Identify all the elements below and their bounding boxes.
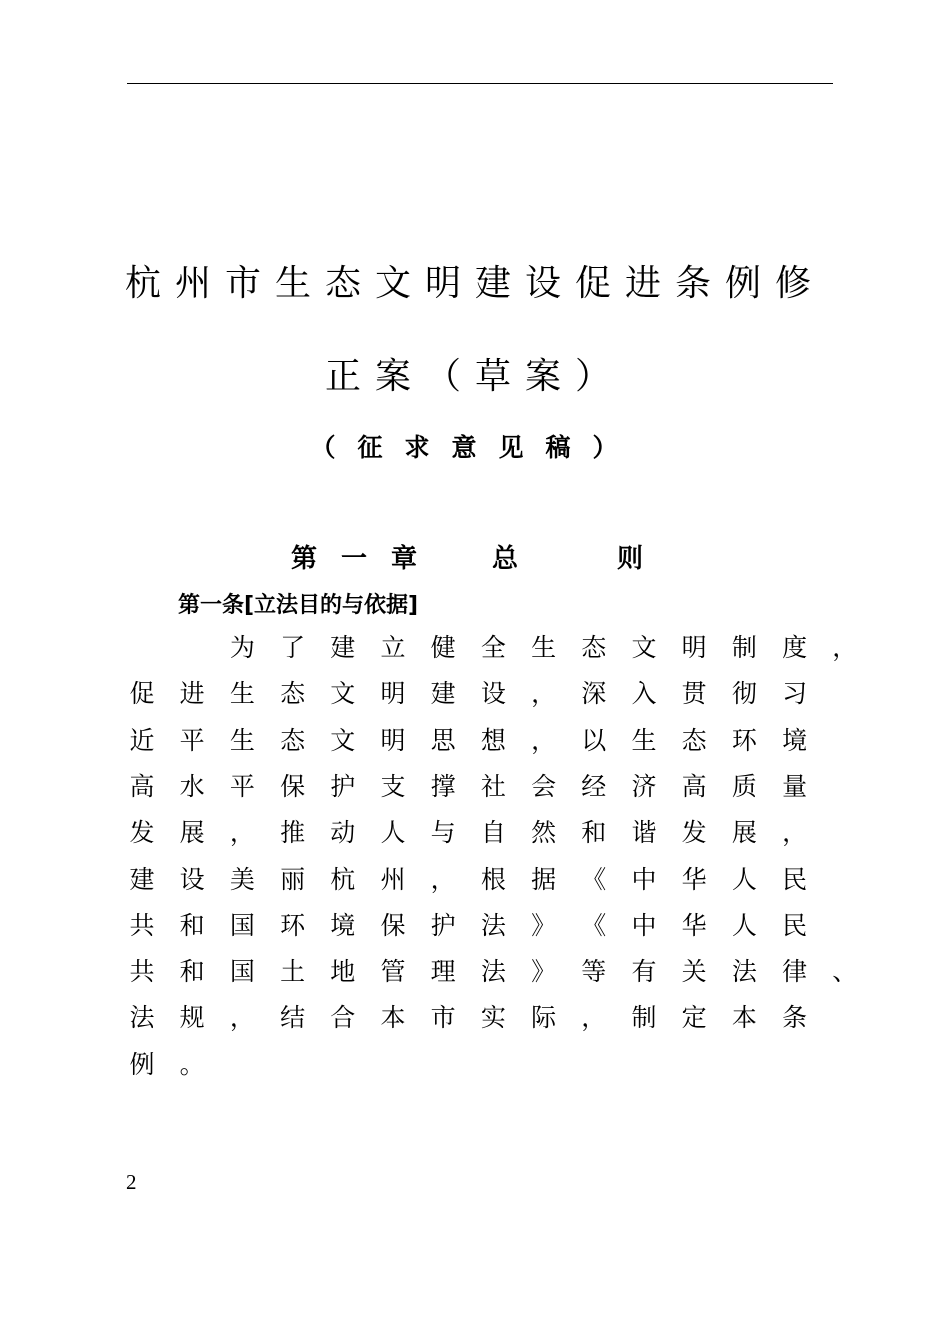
body-line-5 [0,813,950,859]
body-line-6 [0,860,950,906]
body-char: 社 [480,771,506,801]
body-char: 会 [531,771,557,801]
body-char: 中 [631,910,657,940]
body-char: ， [581,1003,607,1033]
body-char: 贯 [681,679,707,709]
body-char: 民 [782,864,808,894]
body-char: 设 [179,864,205,894]
body-char: 和 [179,910,205,940]
body-char: ， [531,679,557,709]
body-char: 了 [280,633,306,662]
body-char: 共 [129,957,155,987]
body-char: 促 [129,679,155,709]
body-char: 明 [380,679,406,709]
body-char: 近 [129,725,155,755]
body-char: 平 [179,725,205,755]
document-title-line-1: 杭州市生态文明建设促进条例修 [124,263,825,304]
body-line-8 [0,952,950,998]
body-char: 立 [380,633,406,662]
body-char: 健 [430,633,456,662]
body-char: 思 [430,725,456,755]
body-char: ， [832,633,858,662]
body-char: 设 [480,679,506,709]
body-char: 为 [229,633,255,662]
body-char: 人 [731,910,757,940]
body-char: 制 [631,1003,657,1033]
body-char: 支 [380,771,406,801]
body-char: ， [430,864,456,894]
body-char: 定 [681,1003,707,1033]
body-char: 环 [731,725,757,755]
body-char: 有 [631,957,657,987]
body-char: 自 [480,818,506,848]
body-char: 、 [832,957,858,987]
body-char: 》 [531,910,557,940]
body-char: 《 [581,864,607,894]
body-char: 发 [681,818,707,848]
body-char: ， [531,725,557,755]
body-char: 等 [581,957,607,987]
body-char: 法 [129,1003,155,1033]
body-char: 生 [631,725,657,755]
body-char: 全 [480,633,506,662]
body-char: 生 [229,725,255,755]
body-char: 据 [531,864,557,894]
body-char: 根 [480,864,506,894]
body-line-10 [0,1045,950,1091]
body-char: 谐 [631,818,657,848]
article-heading: 第一条[立法目的与依据] [178,593,419,618]
document-subtitle: （征求意见稿） [310,433,640,462]
body-char: 结 [280,1003,306,1033]
body-line-1 [0,628,950,674]
body-char: ， [782,818,808,848]
body-char: 高 [681,771,707,801]
body-char: 明 [681,633,707,662]
body-char: 发 [129,818,155,848]
header-rule [127,83,833,84]
body-char: 》 [531,957,557,987]
body-char: 地 [330,957,356,987]
body-char: 经 [581,771,607,801]
body-char: 例 [129,1049,155,1079]
body-char: 态 [581,633,607,662]
body-char: 建 [330,633,356,662]
body-char: 然 [531,818,557,848]
body-char: 与 [430,818,456,848]
body-line-7 [0,906,950,952]
body-char: 保 [380,910,406,940]
body-char: 质 [731,771,757,801]
body-char: 条 [782,1003,808,1033]
body-char: 习 [782,679,808,709]
body-char: 杭 [330,864,356,894]
body-char: 生 [229,679,255,709]
body-char: 态 [280,725,306,755]
body-char: ， [229,1003,255,1033]
body-char: 济 [631,771,657,801]
body-char: 法 [731,957,757,987]
body-char: 生 [531,633,557,662]
body-char: 平 [229,771,255,801]
body-char: 文 [330,725,356,755]
chapter-heading [0,538,950,574]
body-char: 律 [782,957,808,987]
body-char: 国 [229,957,255,987]
body-char: 深 [581,679,607,709]
body-char: 入 [631,679,657,709]
body-char: 州 [380,864,406,894]
body-char: 量 [782,771,808,801]
body-char: 华 [681,864,707,894]
body-char: 法 [480,910,506,940]
body-char: 建 [430,679,456,709]
body-char: 明 [380,725,406,755]
chapter-title-part-2: 则 [617,544,644,574]
body-char: 度 [782,633,808,662]
body-char: 和 [179,957,205,987]
body-char: 规 [179,1003,205,1033]
body-char: 人 [731,864,757,894]
body-char: 展 [731,818,757,848]
body-char: 想 [480,725,506,755]
body-char: 制 [731,633,757,662]
body-char: 水 [179,771,205,801]
body-char: 文 [330,679,356,709]
chapter-title-part-1: 总 [492,544,519,574]
body-char: 丽 [280,864,306,894]
chapter-number: 第一章 [291,544,442,574]
body-char: 际 [531,1003,557,1033]
body-char: 共 [129,910,155,940]
body-char: 和 [581,818,607,848]
body-line-3 [0,721,950,767]
body-char: 进 [179,679,205,709]
body-char: 动 [330,818,356,848]
body-char: 土 [280,957,306,987]
page-number: 2 [126,1170,137,1194]
body-char: 。 [179,1049,205,1079]
body-char: 本 [731,1003,757,1033]
body-char: 本 [380,1003,406,1033]
body-char: 国 [229,910,255,940]
body-char: 美 [229,864,255,894]
body-char: 态 [280,679,306,709]
body-char: 中 [631,864,657,894]
body-char: 高 [129,771,155,801]
body-char: 市 [430,1003,456,1033]
body-char: 建 [129,864,155,894]
body-char: ， [229,818,255,848]
body-char: 展 [179,818,205,848]
body-char: 境 [782,725,808,755]
body-char: 《 [581,910,607,940]
body-char: 华 [681,910,707,940]
body-char: 推 [280,818,306,848]
body-line-9 [0,998,950,1044]
document-title-line-2: 正案（草案） [324,356,625,397]
body-char: 态 [681,725,707,755]
body-char: 理 [430,957,456,987]
body-char: 以 [581,725,607,755]
body-line-2 [0,674,950,720]
body-char: 法 [480,957,506,987]
body-char: 关 [681,957,707,987]
body-line-4 [0,767,950,813]
body-char: 护 [430,910,456,940]
body-char: 保 [280,771,306,801]
body-char: 人 [380,818,406,848]
body-char: 实 [480,1003,506,1033]
body-char: 民 [782,910,808,940]
body-char: 撑 [430,771,456,801]
body-char: 境 [330,910,356,940]
body-char: 环 [280,910,306,940]
body-char: 文 [631,633,657,662]
body-char: 合 [330,1003,356,1033]
body-char: 护 [330,771,356,801]
body-char: 彻 [731,679,757,709]
body-char: 管 [380,957,406,987]
